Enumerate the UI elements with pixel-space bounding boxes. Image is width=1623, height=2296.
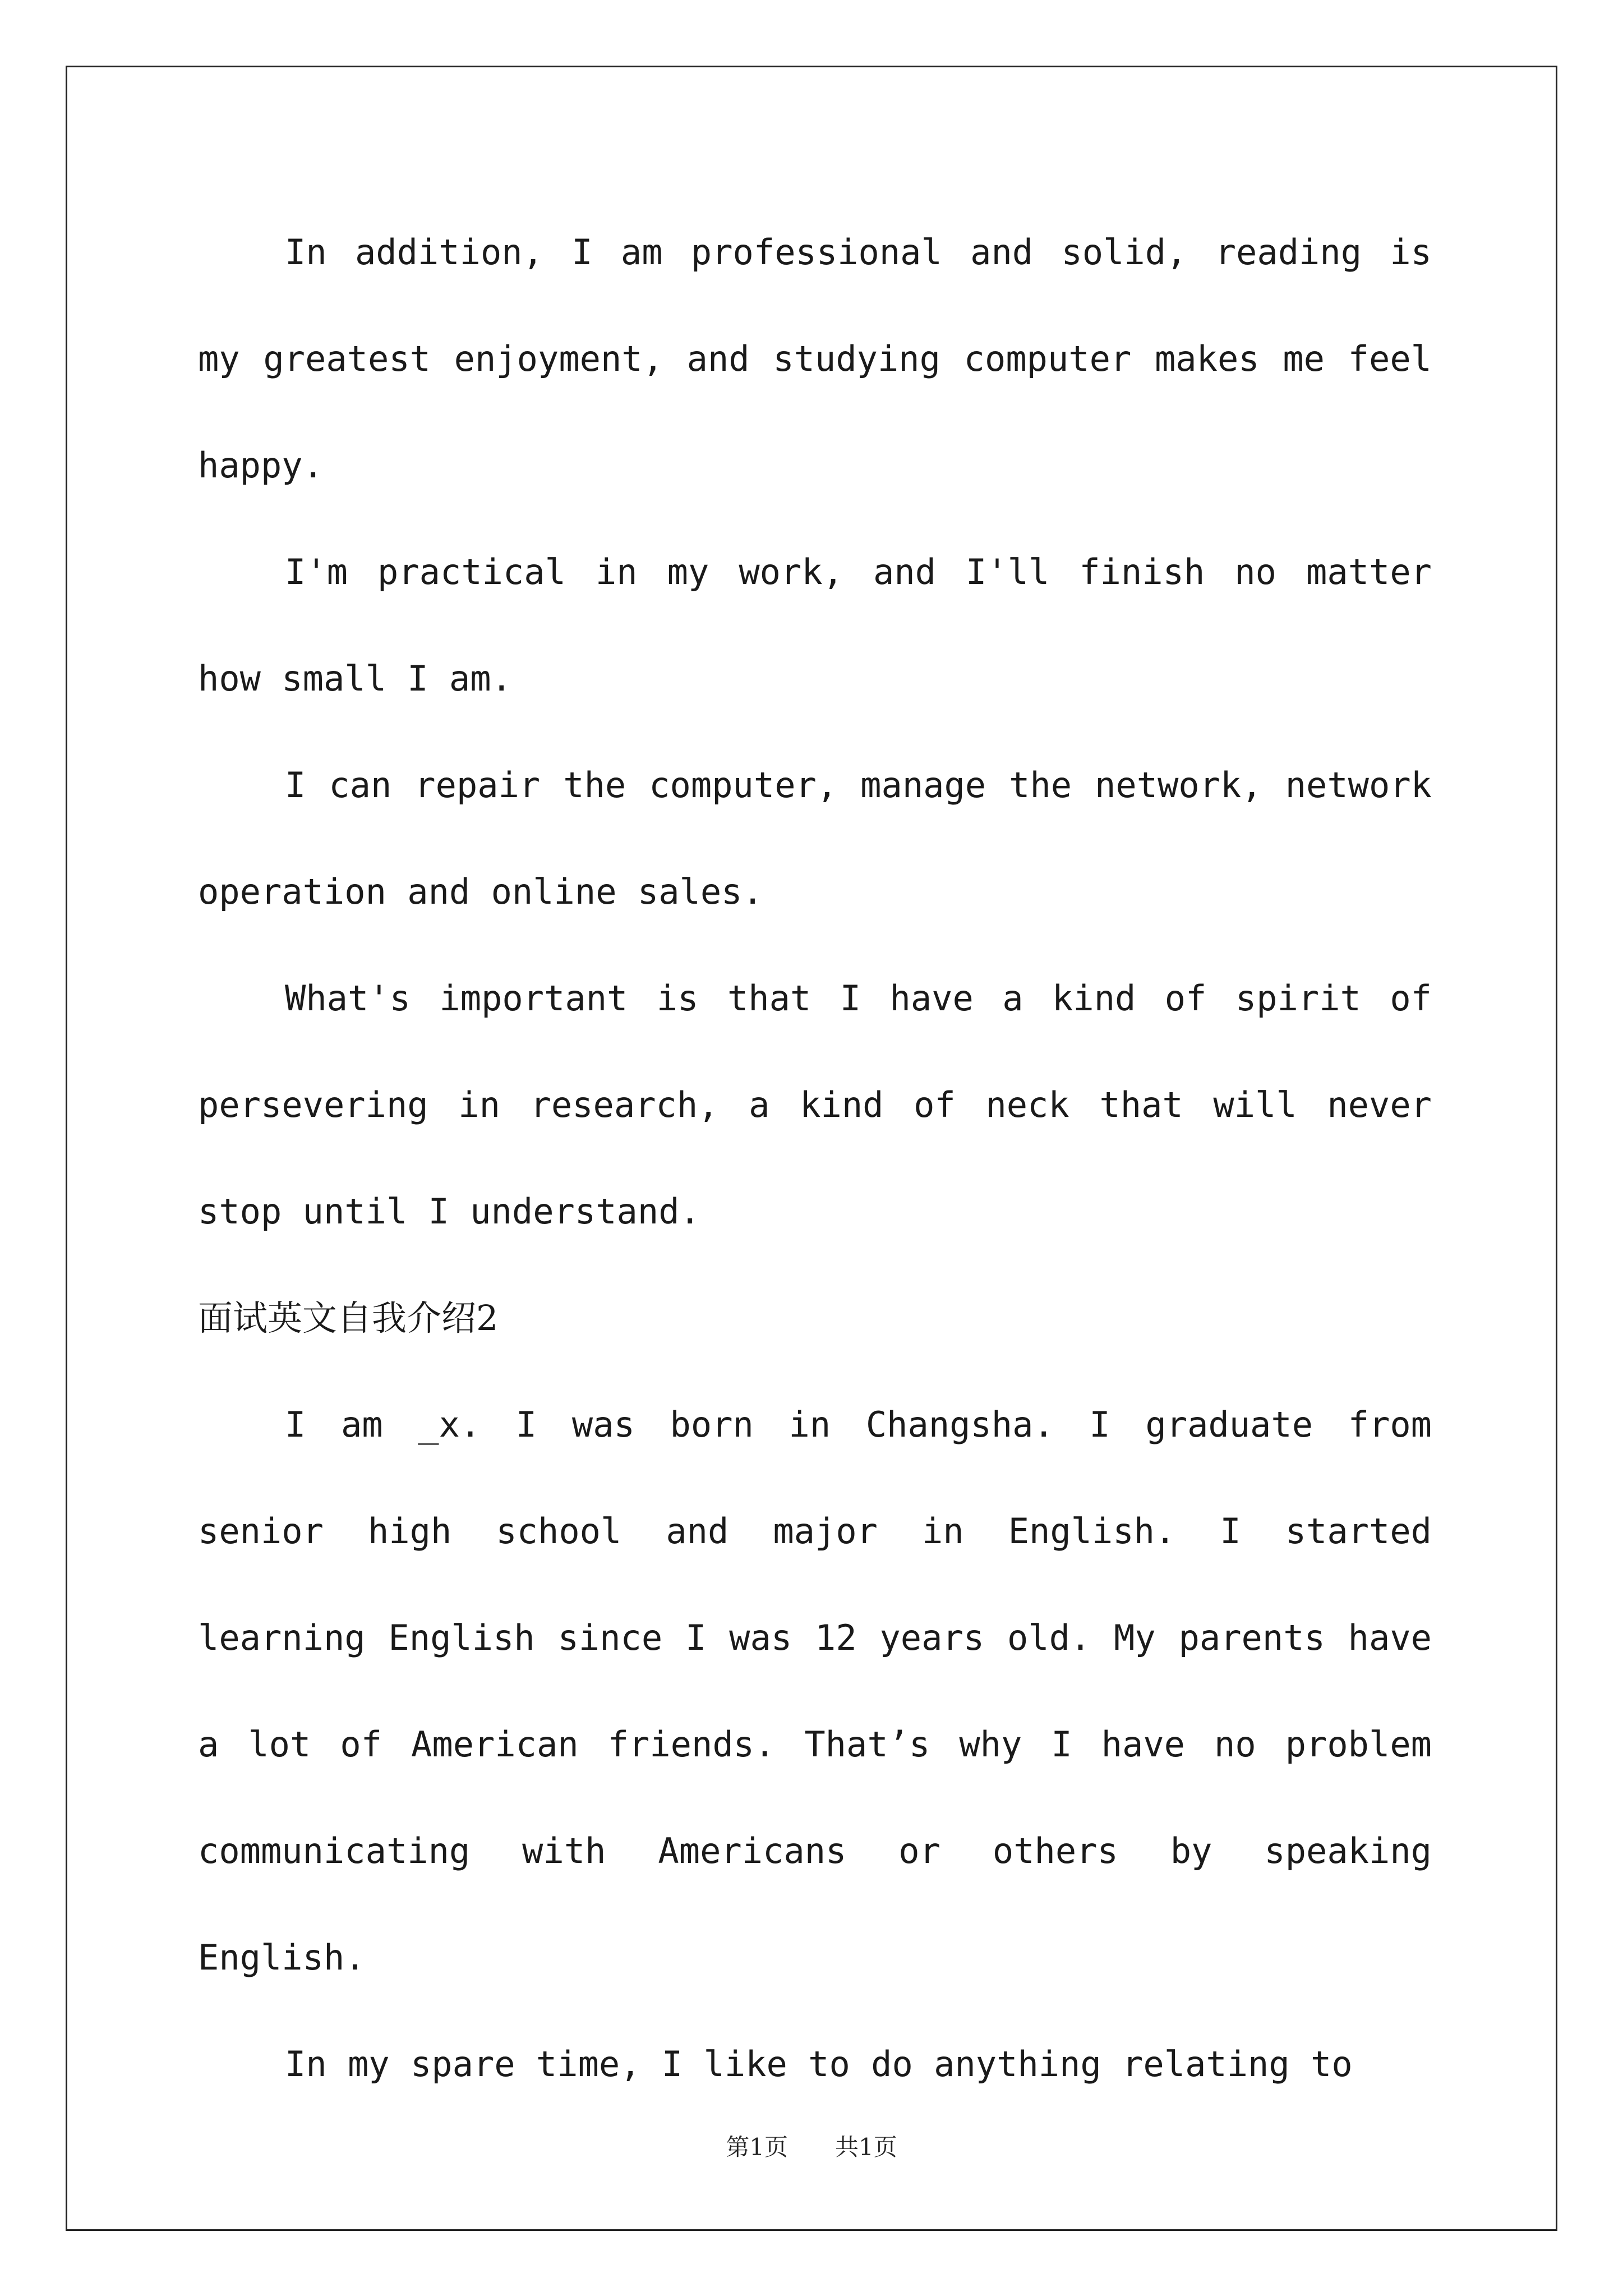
page-total: 共1页: [835, 2133, 897, 2161]
paragraph-4: What's important is that I have a kind of spirit of persevering in research, a kind of neck that will never stop until I understand.: [198, 978, 1432, 1232]
page-number: 第1页: [726, 2133, 788, 2161]
paragraph-5: I am _x. I was born in Changsha. I graduate from senior high school and major in English. I started learning English since I was 12 years old. My parents have a lot of American friends. That’s why I have no problem communicating with Americans or others by speaking English.: [198, 1404, 1432, 1978]
paragraph-6: In my spare time, I like to do anything relating to: [285, 2044, 1353, 2085]
paragraph-2: I'm practical in my work, and I'll finish no matter how small I am.: [198, 551, 1432, 699]
page-footer: [0, 2129, 1623, 2162]
document-body: [198, 199, 1432, 2118]
paragraph-3: I can repair the computer, manage the network, network operation and online sales.: [198, 765, 1432, 912]
paragraph-1: In addition, I am professional and solid, reading is my greatest enjoyment, and studying computer makes me feel happy.: [198, 232, 1432, 486]
section-heading: 面试英文自我介绍2: [198, 1297, 499, 1338]
